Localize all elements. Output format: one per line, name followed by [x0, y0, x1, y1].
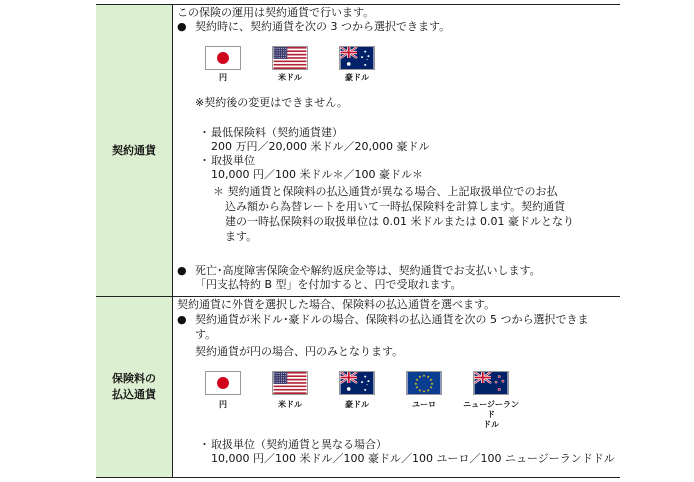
japan-flag-icon — [205, 46, 241, 70]
bullet-dot-icon: ・ — [199, 154, 210, 167]
min-premium-label: 最低保険料（契約通貨建） — [211, 126, 343, 139]
note-text: ※契約後の変更はできません。 — [195, 96, 348, 109]
bullet-dot-icon: ・ — [199, 438, 210, 451]
eu-flag-icon — [406, 371, 442, 395]
premium-currency-row — [96, 297, 620, 477]
svg-text:★: ★ — [422, 389, 426, 394]
svg-text:★: ★ — [430, 381, 434, 386]
row-header — [96, 297, 173, 477]
contract-currency-row — [96, 5, 620, 297]
australia-flag-icon — [339, 371, 375, 395]
flag-label: 豪ドル — [345, 400, 369, 409]
row-content — [173, 5, 620, 296]
intro-text: 契約通貨に外貨を選択した場合、保険料の払込通貨を選べます。 — [177, 298, 496, 311]
asterisk-note: 込み額から為替レートを用いて一時払保険料を計算します。契約通貨 — [225, 200, 566, 213]
australia-flag-icon — [339, 46, 375, 70]
flag-label: 円 — [219, 73, 227, 82]
bullet-text: 契約時に、契約通貨を次の 3 つから選択できます。 — [195, 20, 451, 33]
row-content — [173, 297, 620, 477]
svg-text:★: ★ — [415, 385, 419, 390]
svg-text:★: ★ — [418, 388, 422, 393]
flag-label: 米ドル — [278, 400, 302, 409]
japan-flag-icon — [205, 371, 241, 395]
us-flag-icon — [272, 46, 308, 70]
flag-label: ニュージーランド ドル — [463, 400, 519, 429]
us-flag-icon — [272, 371, 308, 395]
bullet-text: 契約通貨が米ドル･豪ドルの場合、保険料の払込通貨を次の 5 つから選択できま — [195, 313, 589, 326]
row-header-label: 保険料の 払込通貨 — [112, 372, 156, 401]
unit-value: 10,000 円／100 米ドル＊／100 豪ドル＊ — [211, 168, 423, 181]
svg-text:★: ★ — [426, 375, 430, 380]
svg-text:★: ★ — [418, 375, 422, 380]
bullet-icon: ● — [177, 313, 187, 326]
svg-text:★: ★ — [414, 381, 418, 386]
bullet-icon: ● — [177, 20, 187, 33]
row-header-label: 契約通貨 — [112, 143, 156, 157]
unit-label: 取扱単位（契約通貨と異なる場合） — [211, 438, 387, 451]
new-zealand-flag-icon — [473, 371, 509, 395]
yen-only-text: 契約通貨が円の場合、円のみとなります。 — [195, 345, 404, 358]
asterisk-note: ます。 — [225, 230, 258, 243]
svg-text:★: ★ — [422, 374, 426, 379]
unit-label: 取扱単位 — [211, 154, 255, 167]
asterisk-note: ＊ 契約通貨と保険料の払込通貨が異なる場合、上記取扱単位でのお払 — [213, 185, 558, 198]
bullet-icon: ● — [177, 264, 187, 277]
flag-label: 米ドル — [278, 73, 302, 82]
flag-label: ユーロ — [412, 400, 436, 409]
min-premium-value: 200 万円／20,000 米ドル／20,000 豪ドル — [211, 140, 430, 153]
asterisk-note: 建の一時払保険料の取扱単位は 0.01 米ドルまたは 0.01 豪ドルとなり — [225, 215, 574, 228]
bullet-text: 死亡･高度障害保険金や解約返戻金等は、契約通貨でお支払いします。 — [195, 264, 541, 277]
svg-text:★: ★ — [429, 377, 433, 382]
flag-label: 豪ドル — [345, 73, 369, 82]
svg-text:★: ★ — [426, 388, 430, 393]
bullet-text: す。 — [195, 328, 217, 341]
flag-label: 円 — [219, 400, 227, 409]
row-header — [96, 5, 173, 296]
unit-value: 10,000 円／100 米ドル／100 豪ドル／100 ユーロ／100 ニュージーランドドル — [211, 452, 615, 465]
svg-text:★: ★ — [429, 385, 433, 390]
bullet-dot-icon: ・ — [199, 126, 210, 139]
intro-text: この保険の運用は契約通貨で行います。 — [177, 6, 375, 19]
bullet-text: 「円支払特約 B 型」を付加すると、円で受取れます。 — [195, 278, 462, 291]
product-table — [96, 4, 620, 478]
svg-text:★: ★ — [415, 377, 419, 382]
